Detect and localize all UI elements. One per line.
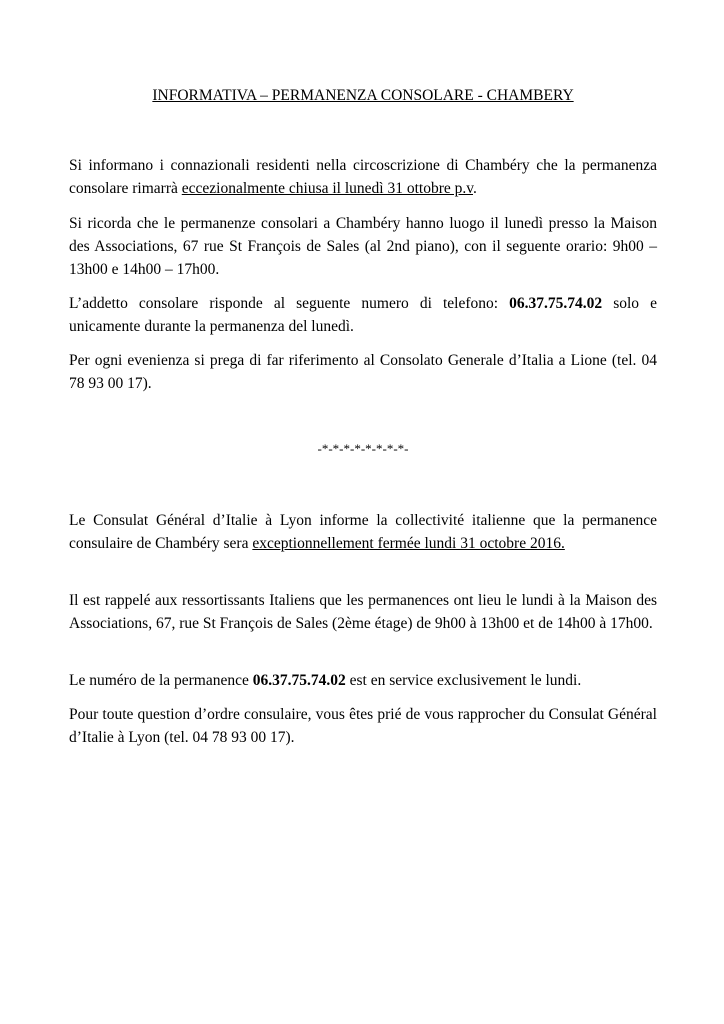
french-paragraph-closure — [69, 509, 657, 555]
french-phone-text: Le numéro de la permanence — [69, 672, 253, 689]
french-phone-number: 06.37.75.74.02 — [252, 672, 346, 689]
italian-closure-underlined: eccezionalmente chiusa il lunedì 31 ottobre p.v — [181, 180, 473, 197]
italian-paragraph-phone — [69, 292, 657, 338]
french-closure-underlined: exceptionnellement fermée lundi 31 octobre 2016. — [252, 535, 565, 552]
italian-paragraph-schedule: Si ricorda che le permanenze consolari a Chambéry hanno luogo il lunedì presso la Maison des Associations, 67 rue St François de Sales (al 2nd piano), con il seguente orario: 9h00 – 13h00 e 14h00 – 17h00. — [69, 215, 657, 278]
italian-closure-text: Si informano i connazionali residenti nella circoscrizione di Chambéry che la permanenza consolare rimarrà — [69, 157, 657, 197]
italian-phone-end: solo e unicamente durante la permanenza del lunedì. — [69, 295, 657, 335]
italian-paragraph-closure — [69, 154, 657, 200]
italian-phone-text: L’addetto consolare risponde al seguente numero di telefono: — [69, 295, 510, 312]
italian-phone-number: 06.37.75.74.02 — [509, 295, 603, 312]
document-title: INFORMATIVA – PERMANENZA CONSOLARE - CHAMBERY — [152, 87, 574, 104]
french-paragraph-contact: Pour toute question d’ordre consulaire, vous êtes prié de vous rapprocher du Consulat Général d’Italie à Lyon (tel. 04 78 93 00 17). — [69, 706, 657, 746]
french-paragraph-schedule: Il est rappelé aux ressortissants Italiens que les permanences ont lieu le lundi à la Maison des Associations, 67, rue St François de Sales (2ème étage) de 9h00 à 13h00 et de 14h00 à 17h00. — [69, 592, 657, 632]
section-separator: -*-*-*-*-*-*-*-*- — [317, 441, 409, 456]
french-phone-end: est en service exclusivement le lundi. — [345, 672, 582, 689]
french-paragraph-phone — [69, 669, 657, 692]
italian-paragraph-contact: Per ogni evenienza si prega di far riferimento al Consolato Generale d’Italia a Lione (tel. 04 78 93 00 17). — [69, 352, 657, 392]
french-closure-text: Le Consulat Général d’Italie à Lyon informe la collectivité italienne que la permanence consulaire de Chambéry sera — [69, 512, 657, 552]
italian-closure-end: . — [473, 180, 477, 197]
